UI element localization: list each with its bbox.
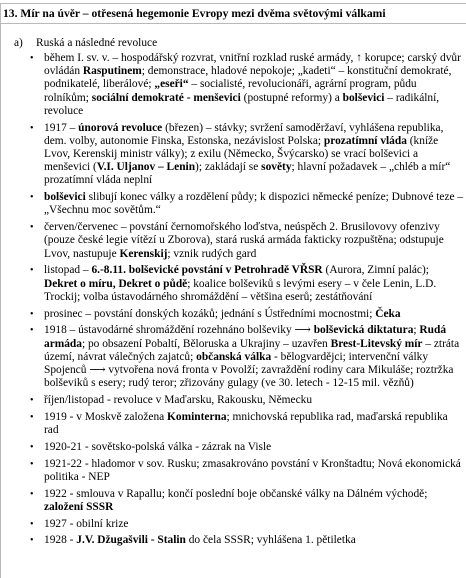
list-item (28, 122, 464, 188)
item-text: 1917 – (44, 121, 79, 134)
item-text: ; mnichovská republika rad, maďarská republika rad (44, 410, 448, 437)
item-text: během I. sv. v. – hospodářský rozvrat, vnitřní rozklad ruské armády, ↑ korupce; carský dvůr ovládán (44, 52, 461, 78)
list-item (28, 534, 464, 547)
item-text: slibují konec války a rozdělení půdy; k dispozici německé peníze; Dubnové teze – „Všechnu moc sovětům.“ (44, 191, 464, 217)
bold-term: V.I. Uljanov – Lenin (96, 161, 196, 174)
bold-term: Rudá armáda (44, 324, 447, 350)
title-divider (1, 23, 466, 24)
item-text: - bělogvardějci; intervenční války Spojenců ⟶ vytvořena nová fronta v Povolží; zavraždění rodiny cara Mikuláše; roztržka bolševiků s esery; rudý teror; zřizovány gulagy (ve 30. letech - 12-15 mil. vězňů) (44, 350, 454, 390)
bold-term: Dekret o míru, Dekret o půdě (44, 277, 188, 290)
bold-term: „eseři“ (154, 78, 189, 91)
bullet-marker: • (30, 535, 34, 547)
list-item (28, 324, 464, 390)
bold-term: Kerenskij (119, 247, 168, 260)
document-title: 13. Mír na úvěr – otřesená hegemonie Evropy mezi dvěma světovými válkami (3, 7, 386, 20)
list-item (28, 441, 464, 454)
bullet-list (28, 52, 464, 551)
item-text: ; hlavní požadavek – „chléb a mír“ prozatímní vláda neplní (44, 161, 451, 187)
list-item (28, 394, 464, 407)
bullet-marker: • (30, 518, 34, 530)
bullet-marker: • (30, 458, 34, 470)
bold-term: Čeka (375, 307, 401, 320)
item-text: – ztráta území, návrat válečných zajatců; (44, 337, 460, 363)
bullet-marker: • (30, 325, 34, 337)
list-item (28, 308, 464, 321)
item-text: ; koalice bolševiků s levými esery – v čele Lenin, L.D. Trockij; volba ústavodárného shromáždění – většina eserů; zestátňování (44, 277, 437, 303)
bold-term: bolševici (44, 191, 86, 204)
item-text: (postupné reformy) a (240, 91, 343, 104)
bullet-marker: • (30, 265, 34, 277)
section-heading (14, 37, 157, 49)
item-text: ; (413, 324, 420, 337)
list-item (28, 264, 464, 304)
bold-term: prozatímní vláda (323, 134, 407, 147)
item-text: (březen) – stávky; svržení samoděržaví, vyhlášena republika, dem. volby, autonomie Finska, Estonska, nezávislost Polska; (44, 121, 444, 147)
bullet-marker: • (30, 222, 34, 234)
section-label: Ruská a následné revoluce (36, 37, 158, 49)
bullet-marker: • (30, 488, 34, 500)
bold-term: Brest-Litevský mír (330, 337, 423, 350)
bold-term: únorová revoluce (78, 121, 163, 134)
bold-term: J.V. Džugašvili - Stalin (76, 534, 186, 547)
bullet-marker: • (30, 192, 34, 204)
item-text: – socialisté, revolucionáři, agrární program, půdu rolníkům; (44, 78, 417, 104)
bold-term: sociální demokraté - menševici (91, 91, 241, 104)
bullet-marker: • (30, 411, 34, 423)
list-item (28, 52, 464, 118)
item-text: 1921-22 - hladomor v sov. Rusku; zmasakrováno povstání v Kronštadtu; Nová ekonomická politika - NEP (44, 457, 461, 483)
bold-term: sověty (261, 161, 292, 174)
bold-term: 6.-8.11. bolševické povstání v Petrohradě VŘSR (91, 264, 323, 277)
table-left-border (0, 3, 1, 578)
bullet-marker: • (30, 308, 34, 320)
item-text: ); zakládají se (195, 161, 262, 174)
item-text: 1918 – ústavodárné shromáždění rozehnáno bolševiky ⟶ (44, 324, 314, 337)
title-row (1, 5, 466, 23)
bullet-marker: • (30, 53, 34, 64)
item-text: říjen/listopad - revoluce v Maďarsku, Rakousku, Německu (44, 394, 313, 407)
item-text: ; vznik rudých gard (167, 247, 257, 260)
list-item (28, 518, 464, 531)
bold-term: Kominterna (167, 410, 227, 423)
item-text: listopad – (44, 264, 92, 277)
item-text: (kníže Lvov, Kerenskij ministr války); z exilu (Německo, Švýcarsko) se vrací bolševici a menševici ( (44, 134, 439, 174)
item-text: červen/červenec – povstání černomořského loďstva, neúspěch 2. Brusilovovy ofenzivy (pouze české legie vítězí u Zborova), stará ruská armáda fakticky rozpuštěna; odstupuje Lvov, nastupuje (44, 221, 444, 260)
item-text: 1919 - v Moskvě založena (44, 410, 168, 423)
list-item (28, 191, 464, 217)
list-item (28, 411, 464, 437)
list-item (28, 488, 464, 514)
bullet-marker: • (30, 395, 34, 407)
bold-term: Rasputinem (82, 65, 142, 78)
bullet-marker: • (30, 441, 34, 453)
bold-term: založení SSSR (44, 500, 114, 513)
item-text: 1928 - (44, 534, 77, 547)
item-text: – radikální, revoluce (44, 91, 440, 117)
bullet-marker: • (30, 122, 34, 134)
section-letter: a) (14, 37, 23, 49)
item-text: 1922 - smlouva v Rapallu; končí poslední boje občanské války na Dálném východě; (44, 487, 428, 500)
item-text: ; po obsazení Pobaltí, Běloruska a Ukrajiny – uzavřen (81, 337, 331, 350)
item-text: do čela SSSR; vyhlášena 1. pětiletka (185, 534, 356, 547)
item-text: 1927 - obilní krize (44, 517, 129, 530)
bold-term: občanská válka (196, 350, 272, 363)
item-text: (Aurora, Zimní palác); (322, 264, 429, 277)
list-item (28, 458, 464, 484)
list-item (28, 221, 464, 261)
item-text: prosinec – povstání donských kozáků; jednání s Ústředními mocnostmi; (44, 307, 376, 320)
item-text: ; demonstrace, hladové nepokoje; „kadeti“ – konstituční demokraté, podnikatelé, liberálové; (44, 65, 452, 91)
table-top-border (0, 3, 466, 4)
bold-term: bolševická diktatura (313, 324, 414, 337)
bold-term: bolševici (342, 91, 385, 104)
item-text: 1920-21 - sovětsko-polská válka - zázrak na Visle (44, 440, 272, 453)
